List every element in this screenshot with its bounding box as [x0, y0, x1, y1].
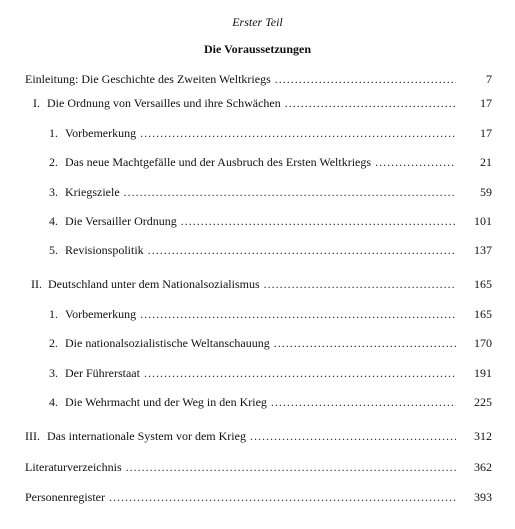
toc-leader-dots — [144, 365, 456, 381]
toc-leader-dots — [140, 125, 456, 141]
toc-entry-section-1-5 — [49, 242, 492, 258]
toc-entry-text: Deutschland unter dem Nationalsozialismus — [48, 277, 260, 291]
toc-leader-dots — [275, 71, 456, 87]
toc-entry-text: Das internationale System vor dem Krieg — [47, 429, 246, 443]
toc-leader-dots — [250, 428, 456, 444]
toc-leader-dots — [181, 213, 456, 229]
toc-leader-dots — [285, 95, 456, 111]
toc-entry-section-2-1 — [49, 306, 492, 322]
toc-entry-number: 2. — [49, 155, 58, 169]
toc-entry-page: 191 — [474, 366, 492, 380]
toc-entry-text: Die Ordnung von Versailles und ihre Schwächen — [47, 96, 281, 110]
toc-entry-text: Vorbemerkung — [65, 126, 137, 140]
toc-entry-page: 165 — [474, 277, 492, 291]
toc-entry-text: Der Führerstaat — [65, 366, 140, 380]
toc-entry-page: 101 — [474, 214, 492, 228]
toc-entry-text: Die Wehrmacht und der Weg in den Krieg — [65, 395, 267, 409]
toc-entry-section-1-4 — [49, 213, 492, 229]
part-title: Erster Teil — [232, 15, 283, 29]
toc-leader-dots — [140, 306, 456, 322]
toc-entry-page: 59 — [480, 185, 492, 199]
toc-entry-number: 2. — [49, 336, 58, 350]
toc-leader-dots — [271, 394, 456, 410]
toc-entry-section-1-2 — [49, 154, 492, 170]
toc-entry-number: 3. — [49, 366, 58, 380]
toc-entry-section-1-1 — [49, 125, 492, 141]
toc-entry-page: 17 — [480, 96, 492, 110]
toc-entry-introduction — [25, 71, 492, 87]
toc-entry-page: 137 — [474, 243, 492, 257]
toc-leader-dots — [375, 154, 456, 170]
toc-entry-number: 4. — [49, 214, 58, 228]
toc-entry-page: 170 — [474, 336, 492, 350]
toc-entry-chapter-3 — [25, 428, 492, 444]
toc-leader-dots — [126, 459, 456, 475]
toc-entry-text: Die nationalsozialistische Weltanschauung — [65, 336, 270, 350]
part-subtitle: Die Voraussetzungen — [203, 42, 311, 56]
toc-entry-section-2-4 — [49, 394, 492, 410]
toc-leader-dots — [148, 242, 456, 258]
toc-entry-bibliography — [25, 459, 492, 475]
toc-entry-page: 165 — [474, 307, 492, 321]
toc-entry-text: Revisionspolitik — [65, 243, 144, 257]
toc-entry-number: II. — [31, 277, 42, 291]
toc-entry-page: 21 — [480, 155, 492, 169]
toc-entry-page: 362 — [474, 460, 492, 474]
toc-entry-chapter-1 — [33, 95, 492, 111]
toc-entry-text: Einleitung: Die Geschichte des Zweiten Weltkriegs — [25, 72, 271, 86]
toc-entry-text: Personenregister — [25, 490, 105, 504]
toc-entry-chapter-2 — [31, 276, 492, 292]
toc-leader-dots — [264, 276, 456, 292]
toc-entry-index — [25, 489, 492, 505]
toc-leader-dots — [274, 335, 456, 351]
toc-entry-number: 3. — [49, 185, 58, 199]
toc-entry-page: 312 — [474, 429, 492, 443]
toc-entry-number: 1. — [49, 126, 58, 140]
toc-entry-number: III. — [25, 429, 40, 443]
toc-entry-page: 17 — [480, 126, 492, 140]
toc-entry-section-2-3 — [49, 365, 492, 381]
toc-entry-page: 7 — [486, 72, 492, 86]
toc-entry-text: Literaturverzeichnis — [25, 460, 122, 474]
toc-entry-text: Vorbemerkung — [65, 307, 137, 321]
toc-entry-section-1-3 — [49, 184, 492, 200]
toc-entry-number: 4. — [49, 395, 58, 409]
toc-entry-text: Die Versailler Ordnung — [65, 214, 177, 228]
toc-entry-page: 225 — [474, 395, 492, 409]
toc-entry-number: I. — [33, 96, 40, 110]
toc-leader-dots — [109, 489, 456, 505]
toc-entry-page: 393 — [474, 490, 492, 504]
toc-entry-text: Das neue Machtgefälle und der Ausbruch des Ersten Weltkriegs — [65, 155, 372, 169]
toc-entry-section-2-2 — [49, 335, 492, 351]
toc-entry-text: Kriegsziele — [65, 185, 120, 199]
toc-leader-dots — [124, 184, 456, 200]
toc-entry-number: 5. — [49, 243, 58, 257]
toc-entry-number: 1. — [49, 307, 58, 321]
